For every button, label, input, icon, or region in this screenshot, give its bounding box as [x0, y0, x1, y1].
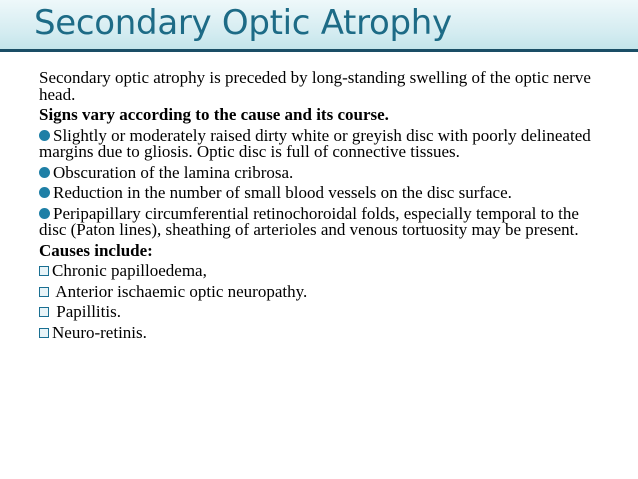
- cause-item: [39, 322, 599, 342]
- bullet-dot-icon: [39, 208, 50, 219]
- checkbox-bullet-icon: [39, 328, 49, 338]
- sign-item: [39, 185, 599, 202]
- checkbox-bullet-icon: [39, 287, 49, 297]
- cause-item: [39, 281, 599, 301]
- title-divider: [0, 49, 638, 52]
- sign-text: Reduction in the number of small blood vessels on the disc surface.: [53, 183, 512, 202]
- slide-body: [39, 70, 599, 345]
- intro-paragraph: Secondary optic atrophy is preceded by long-standing swelling of the optic nerve head.: [39, 68, 591, 104]
- sign-text: Obscuration of the lamina cribrosa.: [53, 162, 294, 182]
- signs-heading: Signs vary according to the cause and its course.: [39, 105, 389, 124]
- causes-heading: Causes include:: [39, 240, 153, 260]
- sign-item: [39, 125, 599, 161]
- cause-text: Anterior ischaemic optic neuropathy.: [52, 281, 308, 301]
- cause-item: [39, 263, 599, 280]
- bullet-dot-icon: [39, 167, 50, 178]
- bullet-dot-icon: [39, 187, 50, 198]
- checkbox-bullet-icon: [39, 307, 49, 317]
- cause-item: [39, 304, 599, 321]
- cause-text: Chronic papilloedema,: [52, 261, 207, 280]
- cause-text: Papillitis.: [52, 302, 121, 321]
- checkbox-bullet-icon: [39, 266, 49, 276]
- sign-text: Slightly or moderately raised dirty white or greyish disc with poorly delineated margins due to gliosis. Optic disc is full of connective tissues.: [39, 125, 591, 161]
- slide-title: Secondary Optic Atrophy: [34, 3, 452, 43]
- cause-text: Neuro-retinis.: [52, 322, 147, 342]
- sign-item: [39, 203, 599, 239]
- sign-item: [39, 162, 599, 182]
- bullet-dot-icon: [39, 130, 50, 141]
- sign-text: Peripapillary circumferential retinochoroidal folds, especially temporal to the disc (Paton lines), sheathing of arterioles and venous tortuosity may be present.: [39, 203, 579, 239]
